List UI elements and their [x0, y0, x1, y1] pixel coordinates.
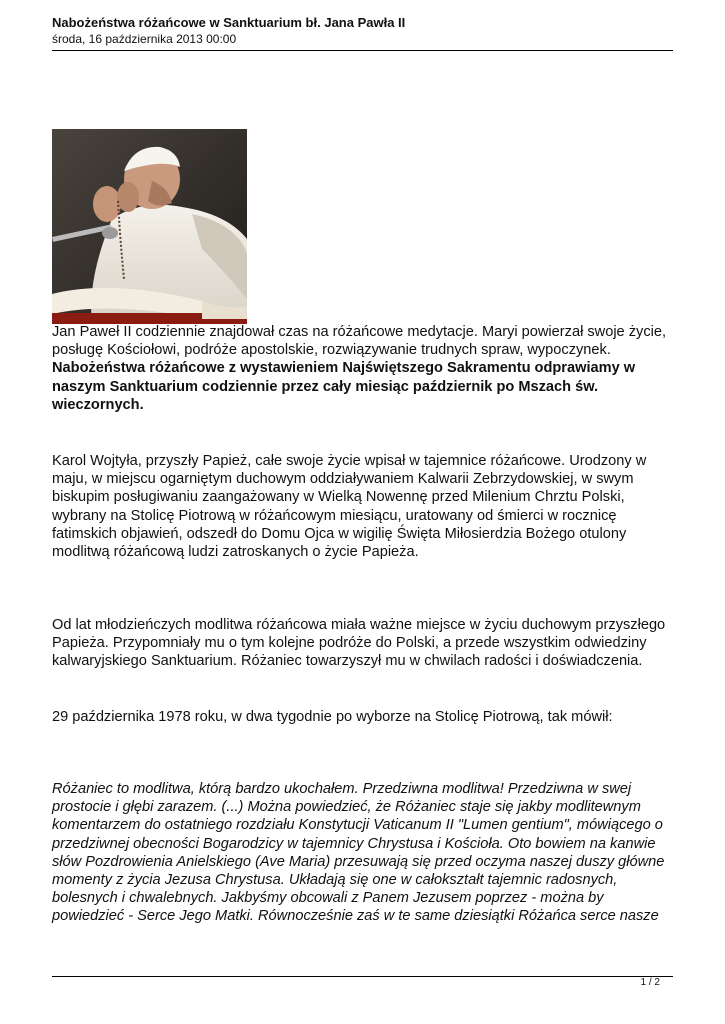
quote-paragraph: Różaniec to modlitwa, którą bardzo ukochałem. Przedziwna modlitwa! Przedziwna w swej prostocie i głębi zarazem. (...) Można powiedzieć, że Różaniec staje się jakby modlitewnym komentarzem do ostatniego rozdziału Konstytucji Vaticanum II "Lumen gentium", mówiącego o przedziwnej obecności Bogarodzicy w tajemnicy Chrystusa i Kościoła. Oto bowiem na kanwie słów Pozdrowienia Anielskiego (Ave Maria) przesuwają się przed oczyma naszej duszy główne momenty z życia Jezusa Chrystusa. Układają się one w całokształt tajemnic radosnych, bolesnych i chwalebnych. Jakbyśmy obcowali z Panem Jezusem poprzez - można by powiedzieć - Serce Jego Matki. Równocześnie zaś w te same dziesiątki Różańca serce nasze — [52, 781, 665, 925]
intro-text: Jan Paweł II codziennie znajdował czas na różańcowe medytacje. Maryi powierzał swoje życie, posługę Kościołowi, podróże apostolskie, rozwiązywanie trudnych spraw, wypoczynek. — [52, 324, 667, 359]
schedule-text: Nabożeństwa różańcowe z wystawieniem Najświętszego Sakramentu odprawiamy w naszym Sanktuarium codziennie przez cały miesiąc październik po Mszach św. wieczornych. — [52, 360, 636, 413]
intro-paragraph — [52, 323, 677, 414]
pope-praying-rosary-photo — [52, 129, 247, 324]
biography-paragraph: Karol Wojtyła, przyszły Papież, całe swoje życie wpisał w tajemnice różańcowe. Urodzony w maju, w miejscu ogarniętym duchowym oddziaływaniem Kalwarii Zebrzydowskiej, w swym biskupim posługiwaniu zaangażowany w Wielką Nowennę przed Milenium Chrztu Polski, wybrany na Stolicę Piotrową w różańcowym miesiącu, uratowany od śmierci w rocznicę fatimskich objawień, odszedł do Domu Ojca w wigilię Święta Miłosierdzia Bożego otulony modlitwą różańcową ludzi zatroskanych o życie Papieża. — [52, 453, 647, 561]
page-title: Nabożeństwa różańcowe w Sanktuarium bł. Jana Pawła II — [52, 15, 406, 30]
youth-paragraph: Od lat młodzieńczych modlitwa różańcowa miała ważne miejsce w życiu duchowym przyszłego Papieża. Przypomniały mu o tym kolejne podróże do Polski, a przede wszystkim odwiedziny kalwaryjskiego Sanktuarium. Różaniec towarzyszył mu w chwilach radości i doświadczenia. — [52, 617, 666, 670]
publish-date: środa, 16 października 2013 00:00 — [52, 32, 237, 46]
page-number: 1 / 2 — [640, 977, 660, 988]
header-divider — [52, 50, 673, 51]
quote-intro-paragraph: 29 października 1978 roku, w dwa tygodnie po wyborze na Stolicę Piotrową, tak mówił: — [52, 709, 613, 725]
